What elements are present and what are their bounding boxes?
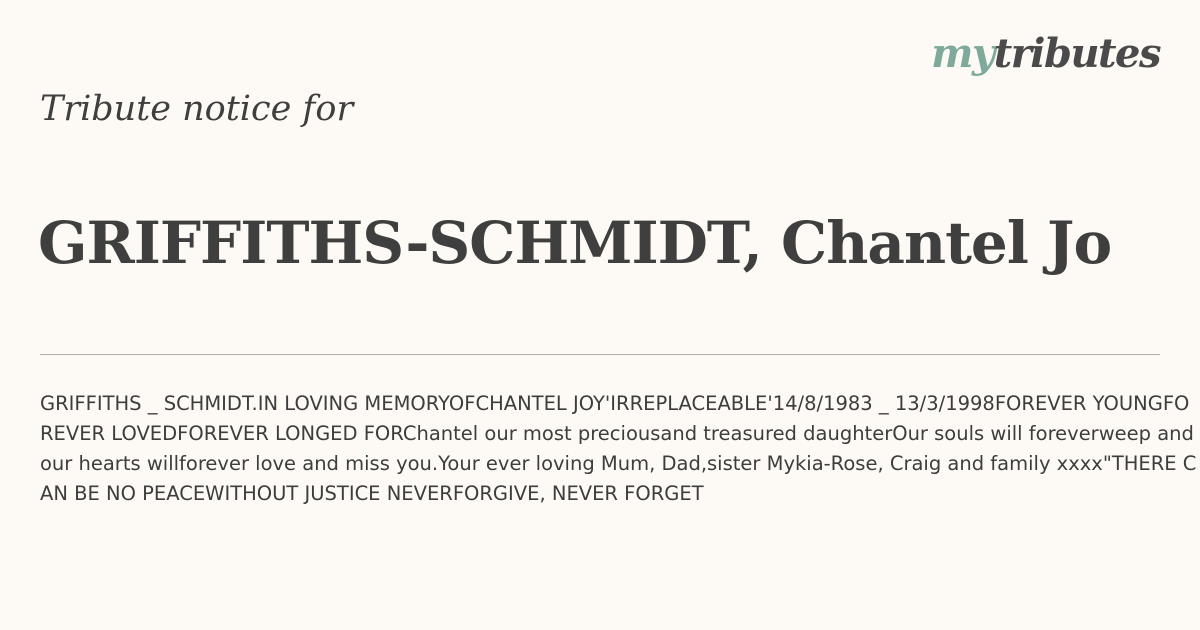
notice-text: GRIFFITHS _ SCHMIDT.IN LOVING MEMORYOFCHANTEL JOY'IRREPLACEABLE'14/8/1983 _ 13/3/1998FOREVER YOUNGFOREVER LOVEDFOREVER LONGED FORChantel our most preciousand treasured daughterOur souls will foreverweep and our hearts willforever love and miss you.Your ever loving Mum, Dad,sister Mykia-Rose, Craig and family xxxx"THERE CAN BE NO PEACEWITHOUT JUSTICE NEVERFORGIVE, NEVER FORGET bbox=[40, 392, 1197, 505]
divider bbox=[40, 354, 1160, 355]
deceased-name: GRIFFITHS-SCHMIDT, Chantel Jo bbox=[38, 209, 1112, 277]
logo-part-tributes: tributes bbox=[993, 30, 1160, 77]
mytributes-logo[interactable] bbox=[931, 30, 1160, 77]
tribute-subtitle: Tribute notice for bbox=[40, 89, 354, 129]
logo-part-my: my bbox=[931, 30, 994, 77]
